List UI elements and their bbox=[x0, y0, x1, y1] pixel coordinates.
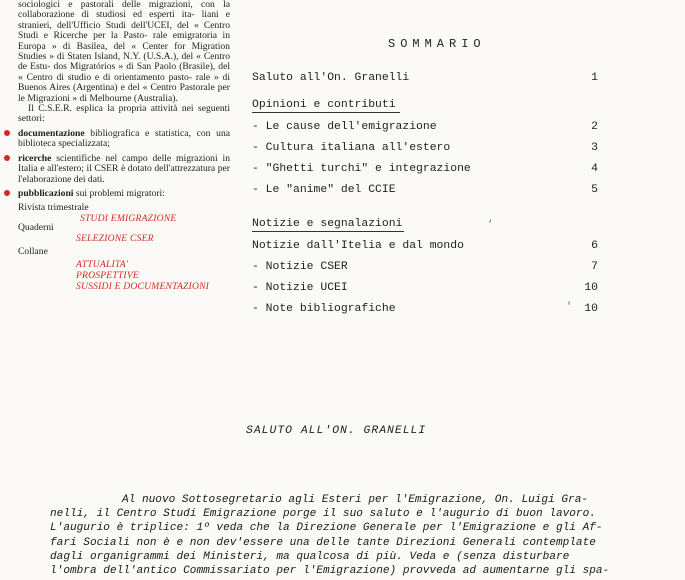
red-bullet-icon bbox=[4, 130, 10, 136]
article-body bbox=[50, 493, 640, 578]
toc-page-number: 1 bbox=[591, 72, 598, 84]
collane-title-1: ATTUALITA' bbox=[76, 259, 129, 271]
toc-page-number: 2 bbox=[591, 121, 598, 133]
article-line: dagli organigrammi dei Ministeri, ma qualcosa di più. Veda e (senza disturbare bbox=[50, 550, 570, 563]
left-column bbox=[18, 0, 230, 293]
article-line: l'ombra dell'antico Commissariato per l'Emigrazione) provveda ad aumentarne gli spa- bbox=[50, 565, 610, 578]
publications-list bbox=[18, 203, 230, 293]
article-line: Al nuovo Sottosegretario agli Esteri per l'Emigrazione, On. Luigi Gra- bbox=[122, 494, 589, 506]
toc-page-number: 5 bbox=[591, 184, 598, 196]
toc-page-number: 4 bbox=[591, 163, 598, 175]
article-line: nelli, il Centro Studi Emigrazione porge il suo saluto e l'augurio di buon lavoro. bbox=[50, 508, 596, 521]
article-line: fari Sociali non è e non dev'essere una delle tante Direzioni Generali contemplate bbox=[50, 536, 596, 549]
collane-label: Collane bbox=[18, 246, 48, 258]
quaderni-title: SELEZIONE CSER bbox=[76, 233, 154, 245]
toc-page-number: 10 bbox=[584, 303, 598, 315]
bullet-documentazione: documentazione bibliografica e statistica, con una biblioteca specializzata; bbox=[18, 129, 230, 150]
sommario-title: SOMMARIO bbox=[388, 37, 486, 51]
intro-paragraph: sociologici e pastorali delle migrazioni, con la collaborazione di studiosi ed esperti ita- liani e stranieri, dell'Ufficio Studi dell'UCEI, del « Centro Studi e Ricerche per la Pasto- rale emigratoria in Europa » di Basilea, del « Center for Migration Studies » di Staten Island, N.Y. (U.S.A.), del « Centro de Estu- dos Migratórios » di San Paolo (Brasile), del « Centro di studio e di orientamento pasto- rale » di Buenos Aires (Argentina) e del « Centro Pastorale per le Migrazioni » di Melbourne (Australia). bbox=[18, 0, 231, 104]
toc-page-number: 10 bbox=[584, 282, 598, 294]
bullet-pubblicazioni: pubblicazioni sui problemi migratori: bbox=[18, 189, 230, 199]
article-line: L'augurio è triplice: 1º veda che la Direzione Generale per l'Emigrazione e gli Af- bbox=[50, 522, 603, 535]
quaderni-label: Quaderni bbox=[18, 222, 54, 234]
red-bullet-icon bbox=[4, 155, 10, 161]
bullet-ricerche: ricerche scientifiche nel campo delle migrazioni in Italia e all'estero; il CSER è dotato dell'attrezzatura per l'elaborazione dei dati. bbox=[18, 154, 230, 185]
heading-underline bbox=[252, 231, 404, 232]
activity-paragraph: Il C.S.E.R. esplica la propria attività nei seguenti settori: bbox=[18, 103, 230, 125]
article-title: SALUTO ALL'ON. GRANELLI bbox=[246, 425, 427, 437]
collane-title-3: SUSSIDI E DOCUMENTAZIONI bbox=[76, 281, 210, 293]
stray-mark: , bbox=[488, 214, 495, 225]
toc-page-number: 6 bbox=[591, 240, 598, 252]
toc-page-number: 7 bbox=[591, 261, 598, 273]
stray-mark: ' bbox=[566, 302, 573, 313]
heading-underline bbox=[252, 112, 400, 113]
collane-title-2: PROSPETTIVE bbox=[76, 270, 139, 282]
toc-page-number: 3 bbox=[591, 142, 598, 154]
toc-section-heading-opinioni: Opinioni e contributi bbox=[252, 99, 552, 113]
rivista-label: Rivista trimestrale bbox=[18, 202, 89, 214]
red-bullet-icon bbox=[4, 190, 10, 196]
rivista-title: STUDI EMIGRAZIONE bbox=[80, 213, 177, 225]
toc-section-heading-notizie: Notizie e segnalazioni bbox=[252, 218, 403, 230]
